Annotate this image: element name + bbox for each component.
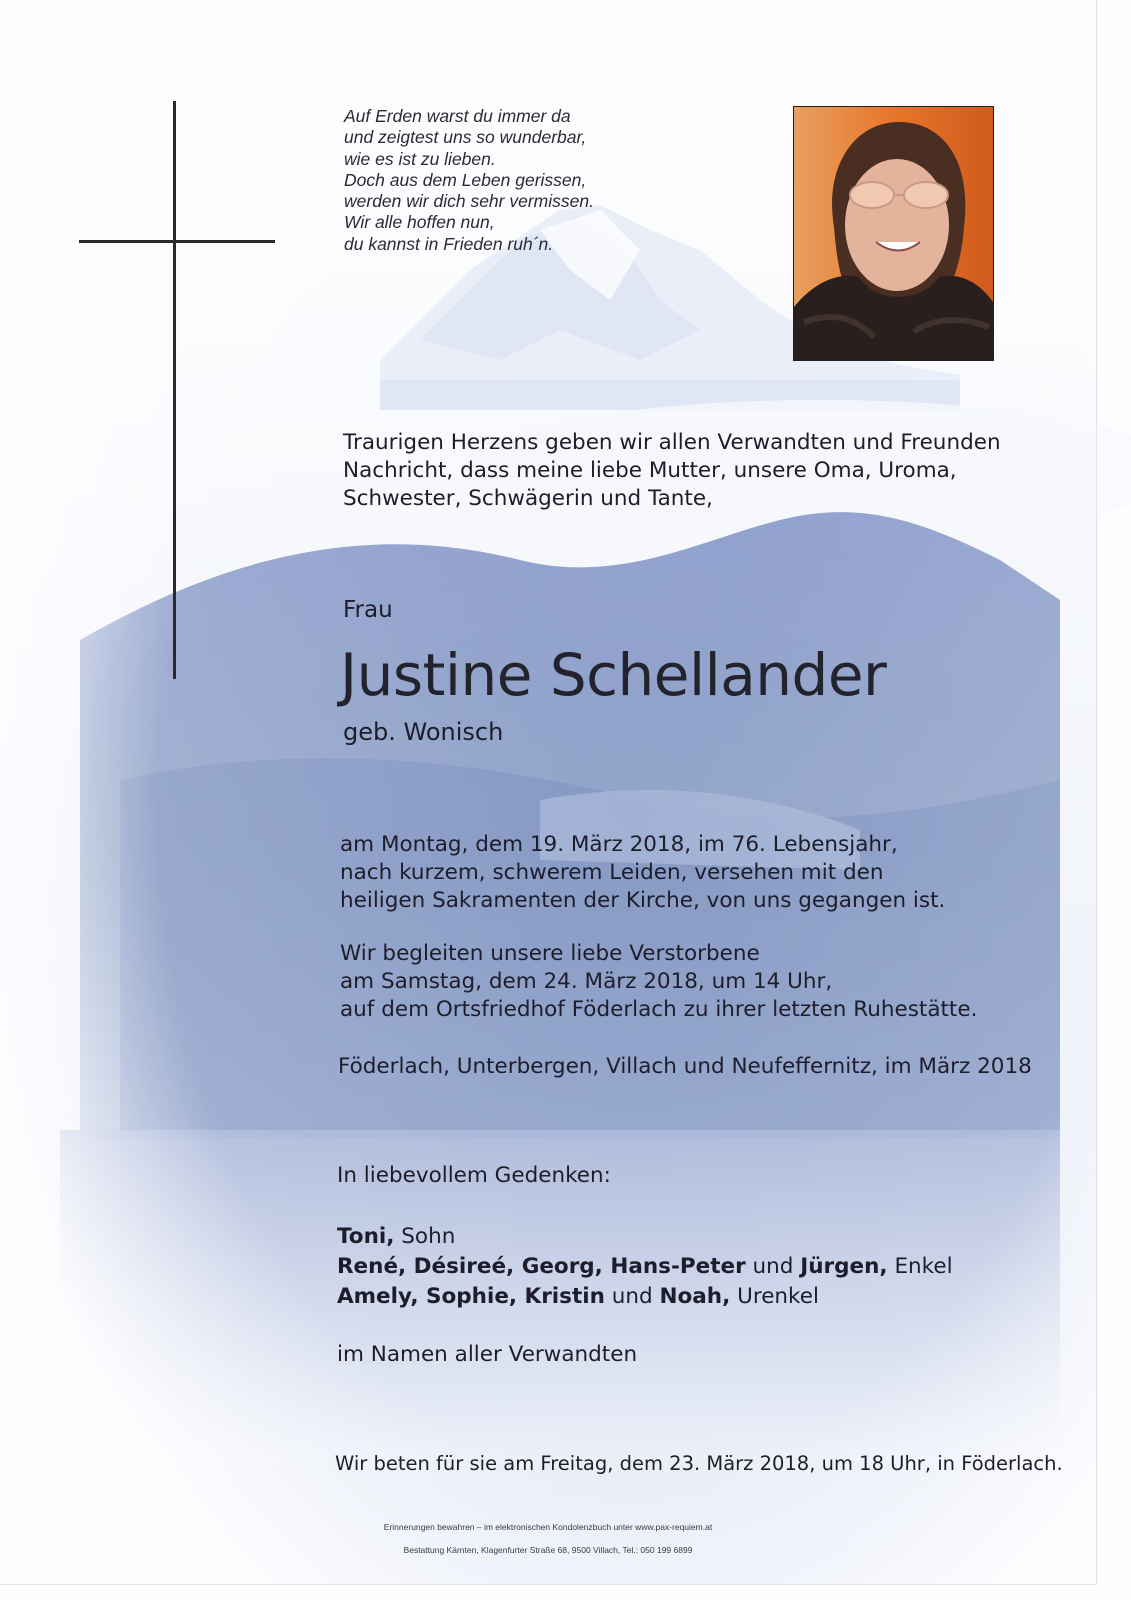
poem-line: Doch aus dem Leben gerissen, <box>344 169 587 190</box>
memory-heading: In liebevollem Gedenken: <box>337 1163 611 1188</box>
funeral-notice <box>340 940 977 1024</box>
funeral-line: am Samstag, dem 24. März 2018, um 14 Uhr, <box>340 969 833 994</box>
mourner-relation: Urenkel <box>730 1284 819 1309</box>
mourner-names: Noah, <box>659 1284 731 1309</box>
footer-condolence-line: Erinnerungen bewahren – im elektronischen Kondolenzbuch unter www.pax-requiem.at <box>383 1522 713 1532</box>
conjunction: und <box>745 1254 801 1279</box>
places-and-date: Föderlach, Unterbergen, Villach und Neufeffernitz, im März 2018 <box>338 1054 1032 1079</box>
mourner-relation: Enkel <box>887 1254 953 1279</box>
on-behalf-line: im Namen aller Verwandten <box>337 1342 638 1367</box>
mourner-names: Toni, <box>337 1224 395 1249</box>
footer-address-line: Bestattung Kärnten, Klagenfurter Straße 68, 9500 Villach, Tel.: 050 199 6899 <box>403 1545 693 1555</box>
funeral-line: Wir begleiten unsere liebe Verstorbene <box>340 941 760 966</box>
mourner-names: Amely, Sophie, Kristin <box>337 1284 605 1309</box>
death-line: nach kurzem, schwerem Leiden, versehen mit den <box>340 860 884 885</box>
poem-line: du kannst in Frieden ruh´n. <box>344 233 554 254</box>
poem-line: werden wir dich sehr vermissen. <box>344 191 594 212</box>
death-notice <box>340 831 945 915</box>
conjunction: und <box>604 1284 660 1309</box>
mourner-line <box>337 1222 953 1252</box>
poem-line: Wir alle hoffen nun, <box>344 212 495 233</box>
memorial-poem <box>344 106 664 255</box>
salutation: Frau <box>343 597 393 623</box>
intro-line: Schwester, Schwägerin und Tante, <box>343 486 713 511</box>
mourner-names: René, Désireé, Georg, Hans-Peter <box>337 1254 746 1279</box>
poem-line: und zeigtest uns so wunderbar, <box>344 127 587 148</box>
funeral-line: auf dem Ortsfriedhof Föderlach zu ihrer letzten Ruhestätte. <box>340 997 978 1022</box>
poem-line: Auf Erden warst du immer da <box>344 106 571 126</box>
mourner-relation: Sohn <box>394 1224 456 1249</box>
birth-name: geb. Wonisch <box>343 718 504 746</box>
deceased-name: Justine Schellander <box>340 641 887 709</box>
poem-line: wie es ist zu lieben. <box>344 148 496 169</box>
mourner-line <box>337 1282 953 1312</box>
death-line: am Montag, dem 19. März 2018, im 76. Lebensjahr, <box>340 832 898 857</box>
intro-line: Traurigen Herzens geben wir allen Verwandten und Freunden <box>343 430 1001 455</box>
mourners-list <box>337 1222 953 1312</box>
announcement-intro <box>343 429 1001 513</box>
mourner-names: Jürgen, <box>800 1254 888 1279</box>
mourner-line <box>337 1252 953 1282</box>
cross-horizontal-bar <box>79 240 275 243</box>
prayer-notice: Wir beten für sie am Freitag, dem 23. März 2018, um 18 Uhr, in Föderlach. <box>335 1452 1063 1475</box>
portrait-photo <box>793 106 994 361</box>
death-line: heiligen Sakramenten der Kirche, von uns gegangen ist. <box>340 888 946 913</box>
cross-vertical-bar <box>173 101 176 679</box>
intro-line: Nachricht, dass meine liebe Mutter, unsere Oma, Uroma, <box>343 458 957 483</box>
